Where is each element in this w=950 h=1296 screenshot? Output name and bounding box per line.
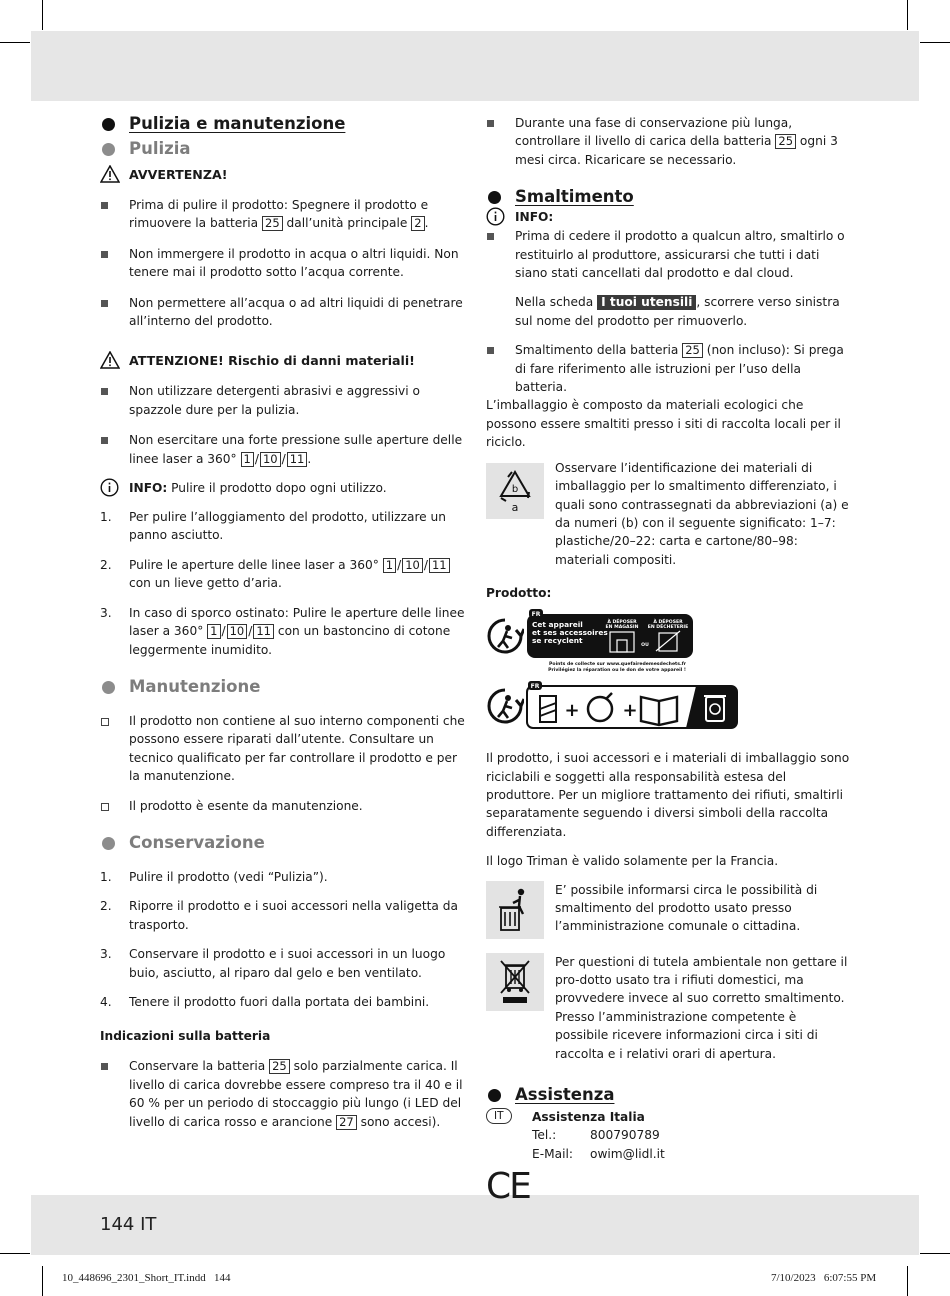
warning-triangle-icon <box>100 165 120 183</box>
list-item: Il prodotto è esente da manutenzione. <box>100 797 466 815</box>
info-icon <box>486 207 505 226</box>
recycle-block <box>486 459 852 569</box>
section-heading-pulizia-manutenzione: Pulizia e manutenzione <box>100 114 466 133</box>
service-title: Assistenza Italia <box>532 1110 645 1124</box>
crop-mark <box>0 1253 30 1254</box>
list-item: Prima di pulire il prodotto: Spegnere il prodotto e rimuovere la batteria 25 dall’unità principale 2 . <box>100 196 466 233</box>
open-square-bullet <box>101 803 109 811</box>
svg-text:EN MAGASIN: EN MAGASIN <box>605 625 639 631</box>
list-item: Non permettere all’acqua o ad altri liquidi di penetrare all’interno del prodotto. <box>100 294 466 331</box>
list-item: Non esercitare una forte pressione sulle aperture delle linee laser a 360° 1 / 10 / 11 . <box>100 431 466 468</box>
ref-box: 27 <box>336 1115 357 1130</box>
numbered-step: 1. Pulire il prodotto (vedi “Pulizia”). <box>100 869 328 884</box>
ref-box: 25 <box>775 134 796 149</box>
square-bullet <box>101 437 108 444</box>
ref-box: 1 <box>241 452 254 467</box>
triman-recycle-person-icon <box>486 687 524 725</box>
weee-block <box>486 953 852 1063</box>
square-bullet <box>101 251 108 258</box>
warning-avvertenza: AVVERTENZA! <box>100 166 466 184</box>
subheading-pulizia: Pulizia <box>100 139 466 158</box>
left-column <box>100 114 466 1131</box>
svg-text:+: + <box>622 700 638 722</box>
crop-mark <box>920 1253 950 1254</box>
numbered-step: 3. In caso di sporco ostinato: Pulire le aperture delle linee laser a 360° 1 / 10 / 11 con un bastoncino di cotone leggermente inumidito. <box>100 605 465 657</box>
svg-text:et ses accessoires: et ses accessoires <box>532 628 608 638</box>
svg-text:À DÉPOSER: À DÉPOSER <box>653 620 683 626</box>
section-heading-smaltimento: Smaltimento <box>486 187 852 206</box>
page-number: 144 IT <box>100 1214 157 1235</box>
slug-filename: 10_448696_2301_Short_IT.indd 144 <box>62 1272 231 1284</box>
prodotto-label: Prodotto: <box>486 586 552 601</box>
bin-text: E’ possibile informarsi circa le possibilità di smaltimento del prodotto usato presso l’amministrazione comunale o cittadina. <box>555 882 818 934</box>
recycle-letter-a: a <box>511 500 519 514</box>
crop-mark <box>920 42 950 43</box>
bin-block <box>486 881 852 939</box>
square-bullet <box>487 347 494 354</box>
ref-box: 11 <box>253 624 274 639</box>
list-item: Smaltimento della batteria 25 (non incluso): Si prega di fare riferimento alle istruzioni per l’uso della batteria. <box>486 341 852 396</box>
svg-text:EN DÉCHETERIE: EN DÉCHETERIE <box>647 625 689 631</box>
product-recycle-text: Il prodotto, i suoi accessori e i materiali di imballaggio sono riciclabili e soggetti alla responsabilità estesa del produttore. Per un migliore trattamento dei rifiuti, smaltirli separatamente seguendo i diversi simboli della raccolta differenziata. <box>486 751 850 839</box>
numbered-step: 1. Per pulire l’alloggiamento del prodotto, utilizzare un panno asciutto. <box>100 510 447 543</box>
square-bullet <box>101 1063 108 1070</box>
open-square-bullet <box>101 718 109 726</box>
numbered-step: 2. Pulire le aperture delle linee laser a 360° 1 / 10 / 11 con un lieve getto d’aria. <box>100 556 466 593</box>
crop-mark <box>42 1266 43 1296</box>
list-item: Il prodotto non contiene al suo interno componenti che possono essere riparati dall’utente. Consultare un tecnico qualificato per far controllare il prodotto e per la manutenzione. <box>100 712 466 786</box>
ref-box: 10 <box>402 558 423 573</box>
right-column <box>486 114 852 1207</box>
ref-box: 10 <box>260 452 281 467</box>
svg-text:Privilégiez la réparation ou l: Privilégiez la réparation ou le don de votre appareil ! <box>548 668 686 674</box>
info-note: INFO: Pulire il prodotto dopo ogni utilizzo. <box>100 479 466 497</box>
bullet-dot <box>102 143 115 156</box>
square-bullet <box>487 120 494 127</box>
tab-instruction: Nella scheda I tuoi utensili, scorrere verso sinistra sul nome del prodotto per rimuoverlo. <box>515 295 840 328</box>
numbered-step: 2. Riporre il prodotto e i suoi accessori nella valigetta da trasporto. <box>100 899 458 932</box>
ref-box: 25 <box>269 1059 290 1074</box>
crossed-bin-weee-icon <box>486 953 544 1011</box>
triman-logo-1 <box>486 609 852 675</box>
service-email-row: E-Mail: owim@lidl.it <box>532 1145 852 1163</box>
square-bullet <box>101 300 108 307</box>
ref-box: 25 <box>262 216 283 231</box>
country-badge-it: IT <box>486 1108 512 1124</box>
packaging-text: L’imballaggio è composto da materiali ecologici che possono essere smaltiti presso i siti di raccolta locali per il riciclo. <box>486 398 841 450</box>
battery-heading: Indicazioni sulla batteria <box>100 1029 271 1044</box>
service-phone-row: Tel.: 800790789 <box>532 1126 852 1144</box>
warning-triangle-icon <box>100 351 120 369</box>
ref-box: 10 <box>227 624 248 639</box>
svg-text:OU: OU <box>641 643 649 649</box>
recycle-letter-b: b <box>511 483 519 495</box>
service-block <box>486 1108 852 1163</box>
ref-box: 2 <box>411 216 424 231</box>
service-email: owim@lidl.it <box>590 1146 665 1161</box>
tab-label-tuoi-utensili: I tuoi utensili <box>597 295 696 310</box>
bullet-dot <box>488 1089 501 1102</box>
triman-note: Il logo Triman è valido solamente per la Francia. <box>486 854 779 869</box>
subheading-conservazione: Conservazione <box>100 833 466 852</box>
triman-logo-2 <box>486 681 852 731</box>
recycle-text: Osservare l’identificazione dei materiali di imballaggio per lo smaltimento differenziato, i quali sono contrassegnati da abbreviazioni (a) e da numeri (b) con il seguente significato: 1–7: plastiche/20–22: carta e cartone/80–98: materiali compositi. <box>555 460 849 567</box>
info-icon <box>100 478 119 497</box>
list-item: Non immergere il prodotto in acqua o altri liquidi. Non tenere mai il prodotto sotto l’acqua corrente. <box>100 245 466 282</box>
bullet-dot <box>102 837 115 850</box>
info-label: INFO: <box>486 208 852 226</box>
svg-text:À DÉPOSER: À DÉPOSER <box>607 620 637 626</box>
svg-text:Cet appareil: Cet appareil <box>532 620 583 630</box>
numbered-step: 3. Conservare il prodotto e i suoi accessori in un luogo buio, asciutto, al riparo dal gelo e ben ventilato. <box>100 947 446 980</box>
slug-timestamp: 7/10/2023 6:07:55 PM <box>771 1272 877 1284</box>
service-phone: 800790789 <box>590 1128 660 1143</box>
subheading-manutenzione: Manutenzione <box>100 677 466 696</box>
header-band <box>31 31 919 101</box>
svg-text:se recyclent: se recyclent <box>532 636 583 646</box>
triman-recycle-person-icon <box>486 617 524 655</box>
crop-mark <box>0 42 30 43</box>
list-item: Non utilizzare detergenti abrasivi e aggressivi o spazzole dure per la pulizia. <box>100 382 466 419</box>
bullet-dot <box>102 681 115 694</box>
recycle-icon <box>486 463 544 519</box>
bullet-dot <box>102 118 115 131</box>
crop-mark <box>907 1266 908 1296</box>
ref-box: 25 <box>682 343 703 358</box>
ref-box: 1 <box>207 624 220 639</box>
ref-box: 11 <box>287 452 308 467</box>
svg-text:+: + <box>564 700 580 722</box>
bullet-dot <box>488 191 501 204</box>
square-bullet <box>101 388 108 395</box>
ce-mark: CE <box>486 1166 530 1208</box>
weee-text: Per questioni di tutela ambientale non gettare il pro-dotto usato tra i rifiuti domestici, ma provvedere invece al suo corretto smaltimento. Presso l’amministrazione competente è possibile ricevere informazioni circa i siti di raccolta e i relativi orari di apertura. <box>555 954 848 1061</box>
crop-mark <box>907 0 908 30</box>
svg-text:Points de collecte sur www.que: Points de collecte sur www.quefairedemesdechets.fr <box>549 662 686 668</box>
numbered-step: 4. Tenere il prodotto fuori dalla portata dei bambini. <box>100 994 430 1009</box>
warning-attenzione: ATTENZIONE! Rischio di danni materiali! <box>100 352 466 370</box>
square-bullet <box>101 202 108 209</box>
section-heading-assistenza: Assistenza <box>486 1085 852 1104</box>
crop-mark <box>42 0 43 30</box>
ref-box: 11 <box>429 558 450 573</box>
svg-text:FR: FR <box>531 611 541 619</box>
list-item: Prima di cedere il prodotto a qualcun altro, smaltirlo o restituirlo al produttore, assicurarsi che tutti i dati siano stati cancellati dal prodotto e dal cloud. <box>486 227 852 282</box>
square-bullet <box>487 233 494 240</box>
waste-bin-person-icon <box>486 881 544 939</box>
svg-text:FR: FR <box>530 683 540 691</box>
list-item: Durante una fase di conservazione più lunga, controllare il livello di carica della batteria 25 ogni 3 mesi circa. Ricaricare se necessario. <box>486 114 852 169</box>
ref-box: 1 <box>383 558 396 573</box>
list-item: Conservare la batteria 25 solo parzialmente carica. Il livello di carica dovrebbe essere compreso tra il 40 e il 60 % per un periodo di stoccaggio più lungo (i LED del livello di carica rosso e arancione 27 sono accesi). <box>100 1057 466 1131</box>
